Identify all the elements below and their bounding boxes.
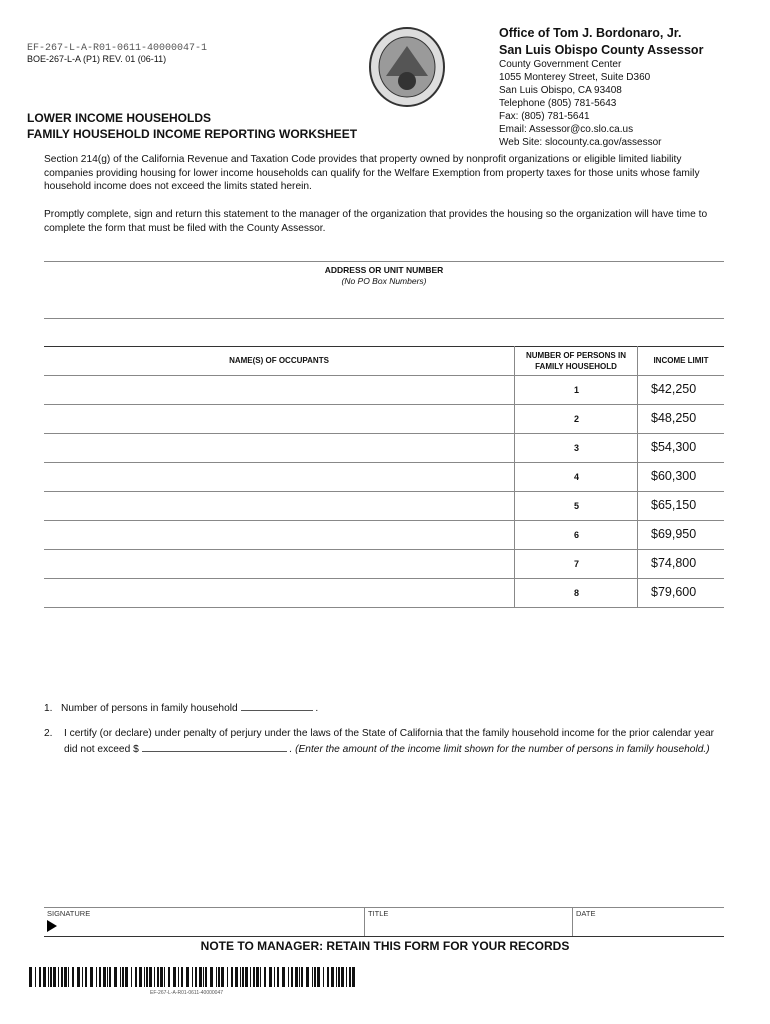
address-label: ADDRESS OR UNIT NUMBER bbox=[324, 265, 444, 275]
income-limit: $74,800 bbox=[651, 556, 697, 570]
q2-certification-text: I certify (or declare) under penalty of perjury under the laws of the State of California that the family household income for the prior calendar year did not exceed $ bbox=[64, 728, 715, 755]
income-limit: $48,250 bbox=[651, 411, 697, 425]
form-code: EF-267-L-A-R01-0611-40000047-1 bbox=[27, 43, 208, 54]
persons-count: 3 bbox=[573, 443, 579, 453]
col-header-names: NAME(S) OF OCCUPANTS bbox=[229, 356, 329, 365]
signature-label: SIGNATURE bbox=[47, 909, 91, 918]
income-limit: $54,300 bbox=[651, 440, 697, 454]
q2-note: . (Enter the amount of the income limit shown for the number of persons in family household.) bbox=[289, 743, 710, 755]
signature-field[interactable] bbox=[62, 916, 360, 935]
address-line: 1055 Monterey Street, Suite D360 bbox=[499, 72, 651, 83]
income-limit: $79,600 bbox=[651, 585, 697, 599]
persons-count: 8 bbox=[573, 588, 579, 598]
address-line: County Government Center bbox=[499, 59, 622, 70]
date-label: DATE bbox=[576, 909, 596, 918]
title-field[interactable] bbox=[366, 918, 570, 935]
occupant-name-field[interactable] bbox=[44, 462, 514, 491]
office-address bbox=[499, 58, 662, 149]
q2-number: 2. bbox=[44, 728, 53, 739]
income-limit: $65,150 bbox=[651, 498, 697, 512]
col-header-limit: INCOME LIMIT bbox=[653, 356, 709, 365]
signature-arrow-icon bbox=[47, 920, 57, 932]
form-title bbox=[27, 110, 357, 142]
form-revision: BOE-267-L-A (P1) REV. 01 (06-11) bbox=[27, 54, 167, 64]
occupant-name-field[interactable] bbox=[44, 404, 514, 433]
persons-count: 2 bbox=[573, 414, 579, 424]
question-2 bbox=[64, 727, 726, 756]
occupant-name-field[interactable] bbox=[44, 433, 514, 462]
q1-label: Number of persons in family household bbox=[61, 703, 238, 714]
q2-income-field[interactable] bbox=[142, 741, 287, 752]
title-label: TITLE bbox=[368, 909, 389, 918]
barcode bbox=[29, 967, 357, 987]
office-title: San Luis Obispo County Assessor bbox=[499, 43, 704, 57]
website: Web Site: slocounty.ca.gov/assessor bbox=[499, 137, 662, 148]
phone: Telephone (805) 781-5643 bbox=[499, 98, 617, 109]
q1-end: . bbox=[315, 703, 319, 714]
question-1 bbox=[44, 700, 318, 716]
title-line: LOWER INCOME HOUSEHOLDS bbox=[27, 111, 212, 125]
manager-note: NOTE TO MANAGER: RETAIN THIS FORM FOR YOUR RECORDS bbox=[200, 939, 570, 953]
persons-count: 5 bbox=[573, 501, 579, 511]
income-limit: $42,250 bbox=[651, 382, 697, 396]
occupant-name-field[interactable] bbox=[44, 375, 514, 404]
income-limit: $60,300 bbox=[651, 469, 697, 483]
col-header-persons: NUMBER OF PERSONS IN FAMILY HOUSEHOLD bbox=[525, 351, 626, 371]
email: Email: Assessor@co.slo.ca.us bbox=[499, 124, 634, 135]
persons-count: 4 bbox=[573, 472, 579, 482]
barcode-text: EF-267-L-A-R01-0611-40000047 bbox=[150, 990, 224, 996]
occupant-name-field[interactable] bbox=[44, 549, 514, 578]
instructions-paragraph: Promptly complete, sign and return this statement to the manager of the organization that provides the housing so the organization will have time to complete the form that must be filed with the County Assessor. bbox=[44, 209, 708, 234]
occupant-name-field[interactable] bbox=[44, 520, 514, 549]
date-field[interactable] bbox=[574, 918, 722, 935]
occupant-name-field[interactable] bbox=[44, 578, 514, 607]
q1-number: 1. bbox=[44, 703, 53, 714]
persons-count: 7 bbox=[573, 559, 579, 569]
address-sublabel: (No PO Box Numbers) bbox=[341, 276, 427, 286]
fax: Fax: (805) 781-5641 bbox=[499, 111, 590, 122]
income-limit: $69,950 bbox=[651, 527, 697, 541]
intro-paragraph: Section 214(g) of the California Revenue and Taxation Code provides that property owned by nonprofit organizations or eligible limited liability companies providing housing for lower income households can qualify for the Welfare Exemption from property taxes for those units whose family household income does not exceed the limits stated herein. bbox=[44, 154, 700, 192]
office-name: Office of Tom J. Bordonaro, Jr. bbox=[499, 26, 682, 40]
q1-persons-field[interactable] bbox=[241, 700, 313, 711]
title-line: FAMILY HOUSEHOLD INCOME REPORTING WORKSHEET bbox=[27, 127, 358, 141]
occupant-name-field[interactable] bbox=[44, 491, 514, 520]
persons-count: 6 bbox=[573, 530, 579, 540]
county-seal-logo bbox=[368, 26, 446, 108]
persons-count: 1 bbox=[573, 385, 579, 395]
address-field[interactable] bbox=[44, 290, 724, 318]
address-line: San Luis Obispo, CA 93408 bbox=[499, 85, 622, 96]
